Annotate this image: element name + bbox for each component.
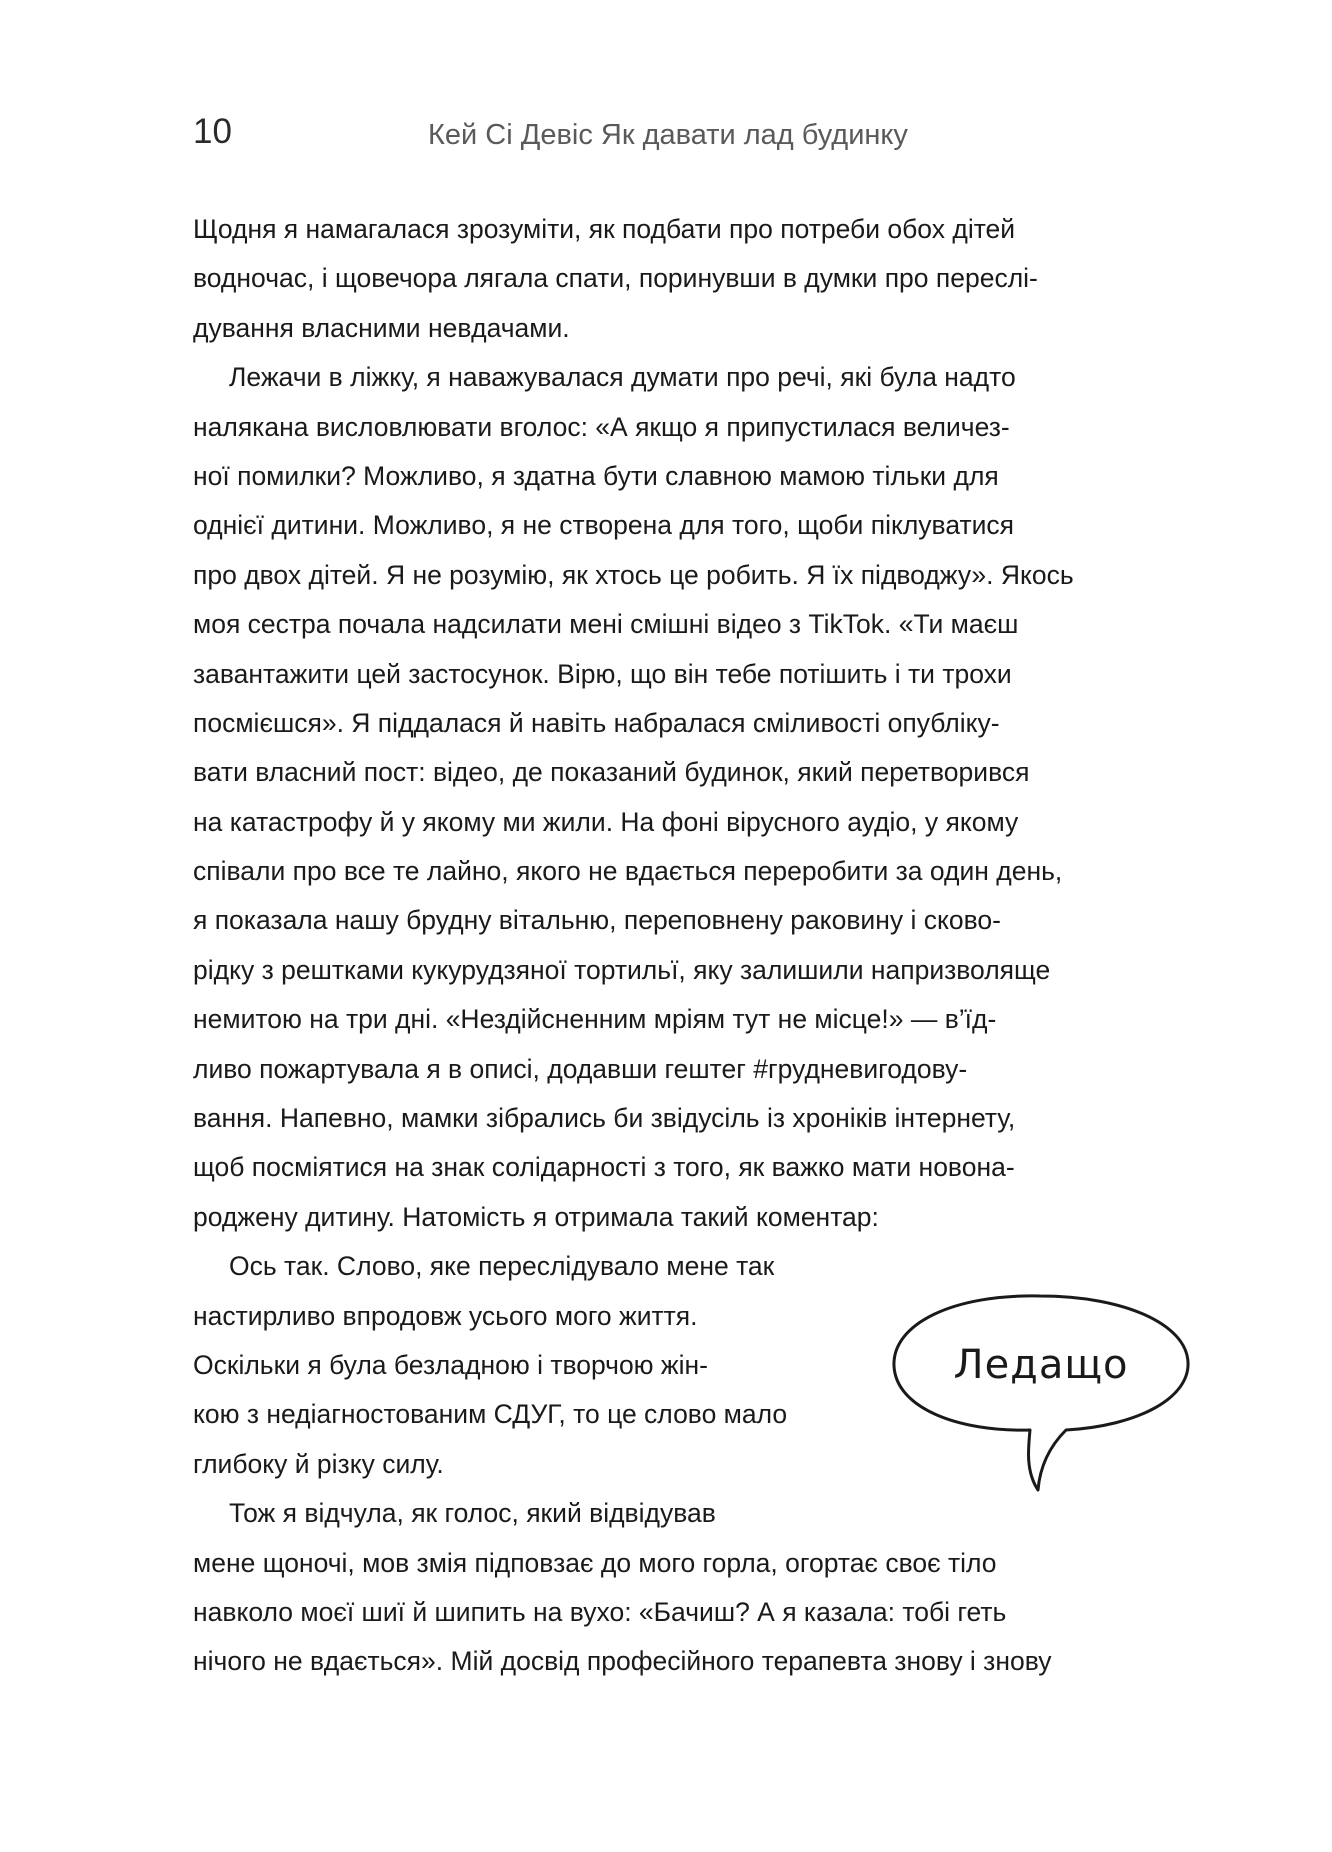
text-line: щоб посміятися на знак солідарності з того, як важко мати новона-: [193, 1152, 1015, 1183]
text-line: ної помилки? Можливо, я здатна бути славною мамою тільки для: [193, 460, 999, 491]
text-line: кою з недіагностованим СДУГ, то це слово мало: [193, 1399, 788, 1430]
text-line: Щодня я намагалася зрозуміти, як подбати про потреби обох дітей: [193, 214, 1016, 244]
text-line: глибоку й різку силу.: [193, 1448, 444, 1479]
speech-bubble-text: Ледащо: [953, 1342, 1129, 1388]
text-line: я показала нашу брудну вітальню, переповнену раковину і сково-: [193, 905, 1001, 936]
text-line: дування власними невдачами.: [193, 312, 570, 343]
page-number: 10: [193, 112, 232, 151]
speech-bubble-illustration: [888, 1290, 1193, 1495]
text-line: ливо пожартувала я в описі, додавши гештег #грудневигодову-: [193, 1053, 968, 1084]
text-line: нічого не вдається». Мій досвід професійного терапевта знову і знову: [193, 1646, 1052, 1677]
text-line: співали про все те лайно, якого не вдається переробити за один день,: [193, 856, 1063, 887]
text-line: немитою на три дні. «Нездійсненним мріям тут не місце!» — в’їд-: [193, 1004, 997, 1035]
text-line: однієї дитини. Можливо, я не створена для того, щоби піклуватися: [193, 510, 1015, 541]
text-line: про двох дітей. Я не розумію, як хтось це робить. Я їх підводжу». Якось: [193, 559, 1074, 590]
text-line: водночас, і щовечора лягала спати, поринувши в думки про переслі-: [193, 263, 1038, 294]
text-line: навколо моєї шиї й шипить на вухо: «Бачиш? А я казала: тобі геть: [193, 1596, 1007, 1627]
text-line: мене щоночі, мов змія підповзає до мого горла, огортає своє тіло: [193, 1547, 997, 1578]
text-line: завантажити цей застосунок. Вірю, що він тебе потішить і ти трохи: [193, 658, 1012, 689]
text-line: роджену дитину. Натомість я отримала такий коментар:: [193, 1201, 879, 1232]
text-line: налякана висловлювати вголос: «А якщо я припустилася величез-: [193, 411, 1010, 442]
speech-bubble-outline: [894, 1296, 1188, 1490]
text-line: посмієшся». Я піддалася й навіть набралася сміливості опубліку-: [193, 707, 1000, 738]
text-line: Тож я відчула, як голос, який відвідував: [229, 1498, 716, 1529]
text-line: Оскільки я була безладною і творчою жін-: [193, 1349, 708, 1380]
text-line: рідку з рештками кукурудзяної тортильї, яку залишили напризволяще: [193, 954, 1051, 985]
text-line: вання. Напевно, мамки зібрались би звідусіль із хроніків інтернету,: [193, 1103, 1016, 1134]
text-line: на катастрофу й у якому ми жили. На фоні вірусного аудіо, у якому: [193, 806, 1019, 837]
text-line: настирливо впродовж усього мого життя.: [193, 1300, 698, 1331]
text-line: Ось так. Слово, яке переслідувало мене так: [229, 1251, 775, 1282]
text-line: Лежачи в ліжку, я наважувалася думати про речі, які була надто: [229, 362, 1016, 393]
running-head: Кей Сі Девіс Як давати лад будинку: [428, 119, 908, 151]
text-line: вати власний пост: відео, де показаний будинок, який перетворився: [193, 757, 1030, 788]
text-line: моя сестра почала надсилати мені смішні відео з TikTok. «Ти маєш: [193, 609, 1019, 640]
